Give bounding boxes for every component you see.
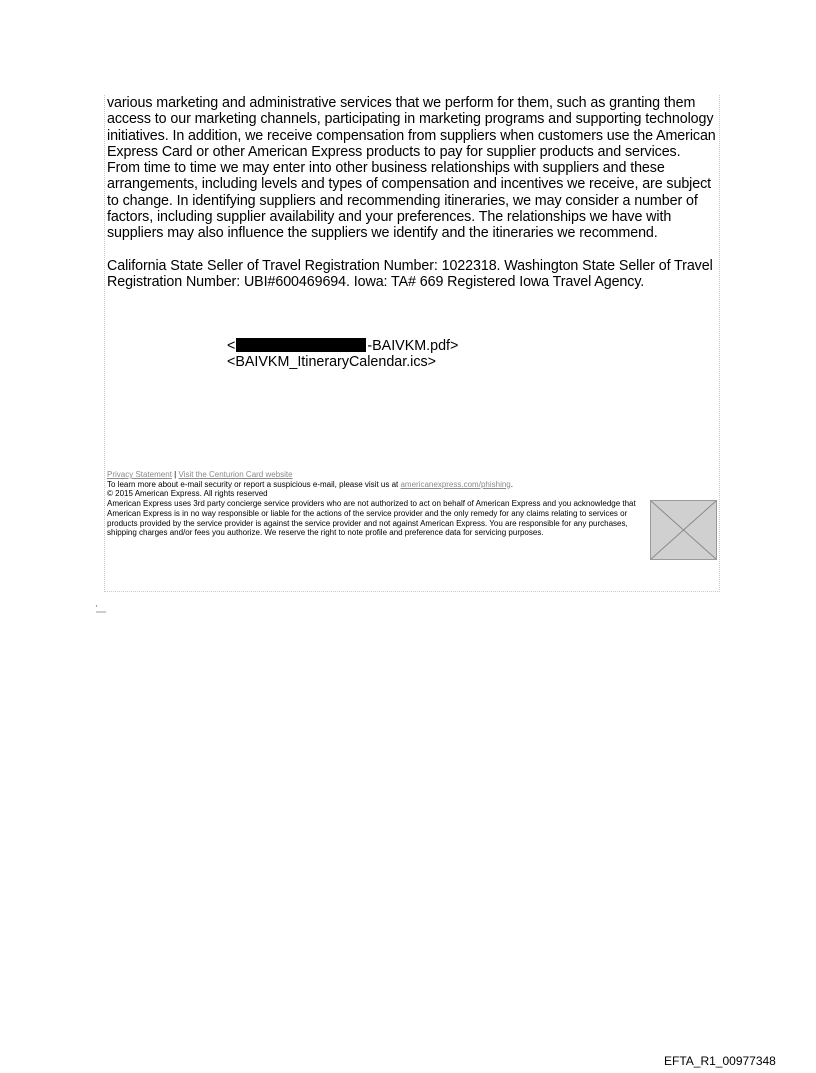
redaction-box: [236, 338, 366, 352]
security-notice: [107, 480, 652, 490]
centurion-website-link[interactable]: Visit the Centurion Card website: [178, 470, 293, 479]
broken-image-placeholder: [650, 500, 717, 560]
security-text: To learn more about e-mail security or report a suspicious e-mail, please visit us at: [107, 479, 399, 489]
supplier-relationships-paragraph: various marketing and administrative services that we perform for them, such as granting them access to our marketing channels, participating in marketing programs and supporting technology initiatives. In addition, we receive compensation from suppliers when customers use the American Express Card or other American Express products to pay for supplier products and services. From time to time we may enter into other business relationships with suppliers and these arrangements, including levels and types of compensation and incentives we receive, are subject to change. In identifying suppliers and recommending itineraries, we may consider a number of factors, including supplier availability and your preferences. The relationships we have with suppliers may also influence the suppliers we identify and the itineraries we recommend.: [107, 95, 716, 242]
security-end: .: [510, 479, 513, 489]
disclaimer-text: American Express uses 3rd party concierge service providers who are not authorized to act on behalf of American Express and you acknowledge that American Express is in no way responsible or liable for the actions of the service provider and the only remedy for any claims relating to services or products provided by the service provider is against the service provider and not against American Express. You are responsible for any purchases, shipping charges and/or fees you authorize. We reserve the right to note profile and preference data for servicing purposes.: [107, 499, 636, 538]
attachment-pdf-suffix: -BAIVKM.pdf>: [367, 338, 459, 354]
document-id: EFTA_R1_00977348: [664, 1054, 776, 1068]
privacy-statement-link[interactable]: Privacy Statement: [107, 470, 172, 479]
footer-link-separator: |: [174, 470, 177, 479]
attachment-pdf[interactable]: [227, 338, 458, 354]
image-placeholder-icon: [651, 501, 716, 559]
copyright-text: © 2015 American Express. All rights reserved: [107, 489, 268, 499]
attachment-pdf-prefix: <: [227, 338, 236, 354]
email-footer: [107, 470, 652, 538]
seller-of-travel-registration: California State Seller of Travel Registration Number: 1022318. Washington State Seller of Travel Registration Number: UBI#600469694. Iowa: TA# 669 Registered Iowa Travel Agency.: [107, 258, 713, 291]
footer-links-row: [107, 470, 652, 480]
attachment-ics[interactable]: <BAIVKM_ItineraryCalendar.ics>: [227, 354, 436, 370]
phishing-link[interactable]: americanexpress.com/phishing: [400, 479, 511, 489]
stray-mark: [95, 604, 107, 614]
